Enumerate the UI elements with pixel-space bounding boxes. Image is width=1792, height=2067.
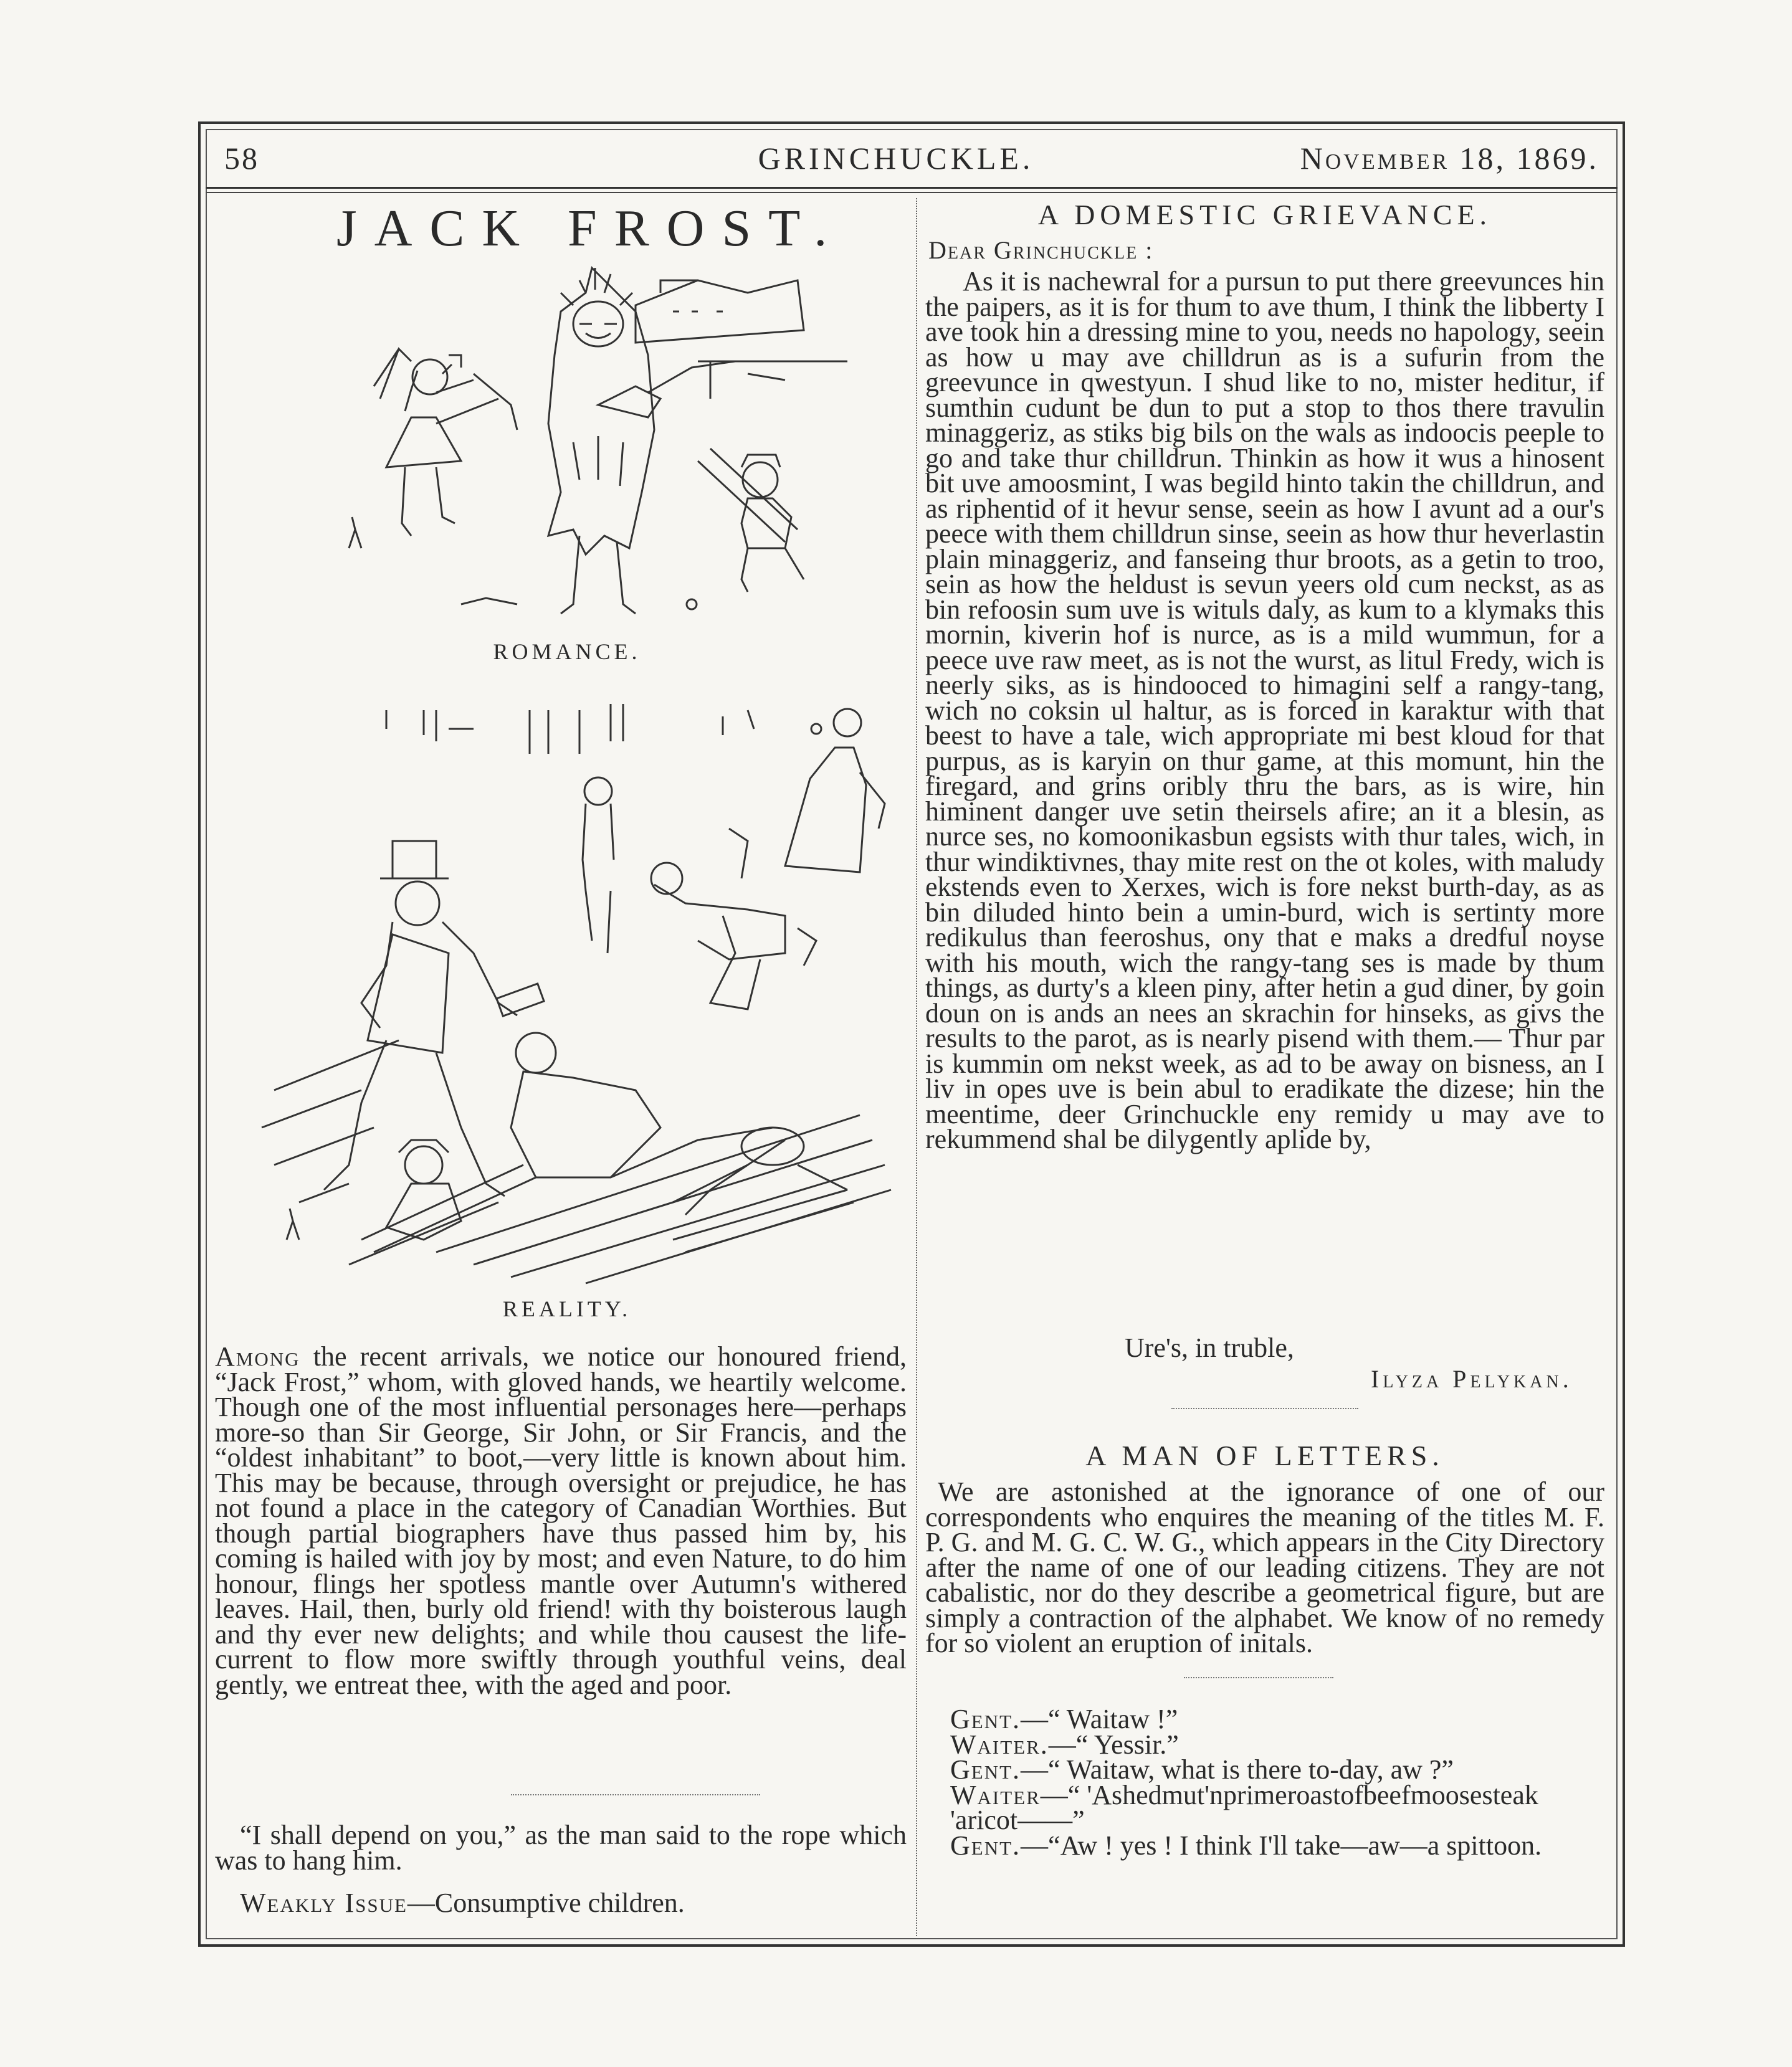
dialogue-text: —“ Waitaw, what is there to-day, aw ?”: [1021, 1754, 1454, 1785]
weakly-issue-label: Weakly Issue: [240, 1888, 407, 1918]
right-divider: [1171, 1408, 1358, 1409]
dialogue-speaker: Waiter: [950, 1779, 1041, 1810]
dialogue-text: —“ Yessir.”: [1048, 1729, 1179, 1760]
romance-illustration: [312, 255, 860, 629]
page-number: 58: [224, 141, 259, 176]
jack-frost-article: [215, 1341, 907, 1700]
dialogue-speaker: Waiter.: [950, 1729, 1049, 1760]
romance-caption: ROMANCE.: [493, 639, 641, 664]
issue-date: November 18, 1869.: [1300, 141, 1599, 176]
dialogue-line: [925, 1779, 1604, 1835]
rope-joke: “I shall depend on you,” as the man said to the rope which was to hang him.: [215, 1820, 907, 1876]
header-rule-double: [206, 192, 1618, 193]
dialogue-line: [925, 1754, 1604, 1785]
dialogue-text: —“Aw ! yes ! I think I'll take—aw—a spittoon.: [1021, 1830, 1542, 1861]
dialogue-speaker: Gent.: [950, 1704, 1021, 1734]
dialogue-line: [925, 1729, 1604, 1760]
weakly-issue-text: —Consumptive children.: [407, 1888, 685, 1918]
dialogue-speaker: Gent.: [950, 1754, 1021, 1785]
man-of-letters-title: A MAN OF LETTERS.: [1085, 1440, 1444, 1471]
publication-title: GRINCHUCKLE.: [758, 141, 1034, 176]
weakly-issue: [240, 1888, 907, 1918]
dialogue-speaker: Gent.: [950, 1830, 1021, 1861]
left-divider: [511, 1794, 760, 1795]
dialogue-line: [925, 1830, 1604, 1861]
man-of-letters-body: We are astonished at the ignorance of one of our correspondents who enquires the meaning of the titles M. F. P. G. and M. G. C. W. G., which appears in the City Directory after the name of one of our leading citizens. They are not cabalistic, nor do they describe a geometrical figure, but are simply a contraction of the alphabet. We know of no remedy for so violent an eruption of initals.: [925, 1476, 1604, 1658]
reality-caption: REALITY.: [502, 1296, 632, 1321]
jack-frost-title: JACK FROST.: [336, 199, 845, 257]
article-drop-word: Among: [215, 1341, 300, 1372]
dialogue-text: —“ 'Ashedmut'nprimeroastofbeefmoosesteak 'aricot——”: [950, 1779, 1538, 1835]
letter-closing: Ure's, in truble,: [1125, 1333, 1294, 1363]
letter-body: As it is nachewral for a pursun to put there greevunces hin the paipers, as it is for thum to ave thum, I think the libberty I ave took hin a dressing mine to you, needs no hapology, seein as how u may ave chilldrun as is a sufurin from the greevunce in qwestyun. I shud like to no, mister heditur, if sumthin cudunt be dun to put a stop to thos there travulin minaggeriz, as stiks big bils on the wals as indoocis peeple to go and take thur chilldrun. Thinkin as how it wus a hinosent bit uve amoosmint, I was begild hinto takin the chilldrun, and as riphentid of it hevur sense, seein as how I avunt ad a our's peece with them chilldrun sinse, seein as how thur heverlastin plain minaggeriz, and fanseing thur broots, as a getin to troo, sein as how the heldust is sevun yeers old cum neckst, as as bin refoosin sum uve is wituls daly, as kum to a klymaks this mornin, kiverin hof is nurce, as is a mild wummun, for a peece uve raw meet, as is not the wurst, as litul Fredy, wich is neerly siks, as is hindooced to himagini self a rangy-tang, wich no coksin ul haltur, as is forced in karaktur with that beest to have a tale, wich appropriate mi best kloud for that purpus, as is karyin on thur game, at this momunt, hin the firegard, and grins oribly thru the bars, as is wire, hin himinent danger uve setin theirsels afire; an it a blesin, as nurce ses, no komoonikasbun egsists with thur tales, wich, in thur windiktivnes, thay mite rest on the ot koles, with maludy ekstends even to Xerxes, wich is fore nekst burth-day, as as bin diluded hinto bein a umin-burd, wich is sertinty more redikulus than feeroshus, ony that e maks a dredful noyse with his mouth, wich the rangy-tang ses is made by thum things, as durty's a kleen piny, after hetin a gud diner, by goin doun on is ands an nees an skrachin for hinseks, as givs the results to the parot, as is nearly pisend with them.— Thur par is kummin om nekst week, as ad to be away on bisness, an I liv in opes uve is bein abul to eradikate the dizese; hin the meentime, deer Grinchuckle eny remidy u may ave to rekummend shal be dilygently aplide by,: [925, 266, 1604, 1154]
letter-signature: Ilyza Pelykan.: [1371, 1365, 1573, 1393]
header-rule: [206, 187, 1618, 189]
dialogue-text: —“ Waitaw !”: [1021, 1704, 1178, 1734]
article-body: the recent arrivals, we notice our honoured friend, “Jack Frost,” whom, with gloved hands, we heartily welcome. Though one of the most influential personages here—perhaps more-so than Sir George, Sir John, or Sir Francis, and the “oldest inhabitant” to boot,—very little is known about him. This may be because, through oversight or prejudice, he has not found a place in the category of Canadian Worthies. But though partial biographers have thus passed him by, his coming is hailed with joy by most; and even Nature, to do him honour, flings her spotless mantle over Autumn's withered leaves. Hail, then, burly old friend! with thy boisterous laugh and thy ever new delights; and while thou causest the life-current to flow more swiftly through youthful veins, deal gently, we entreat thee, with the aged and poor.: [215, 1341, 907, 1700]
column-divider: [916, 198, 917, 1936]
letter-salutation: Dear Grinchuckle :: [928, 236, 1154, 264]
dialogue-line: [925, 1704, 1604, 1734]
reality-illustration: [237, 691, 910, 1290]
dialogue-divider: [1184, 1677, 1333, 1678]
dialogue-block: [925, 1704, 1604, 1861]
domestic-grievance-title: A DOMESTIC GRIEVANCE.: [1037, 199, 1492, 230]
